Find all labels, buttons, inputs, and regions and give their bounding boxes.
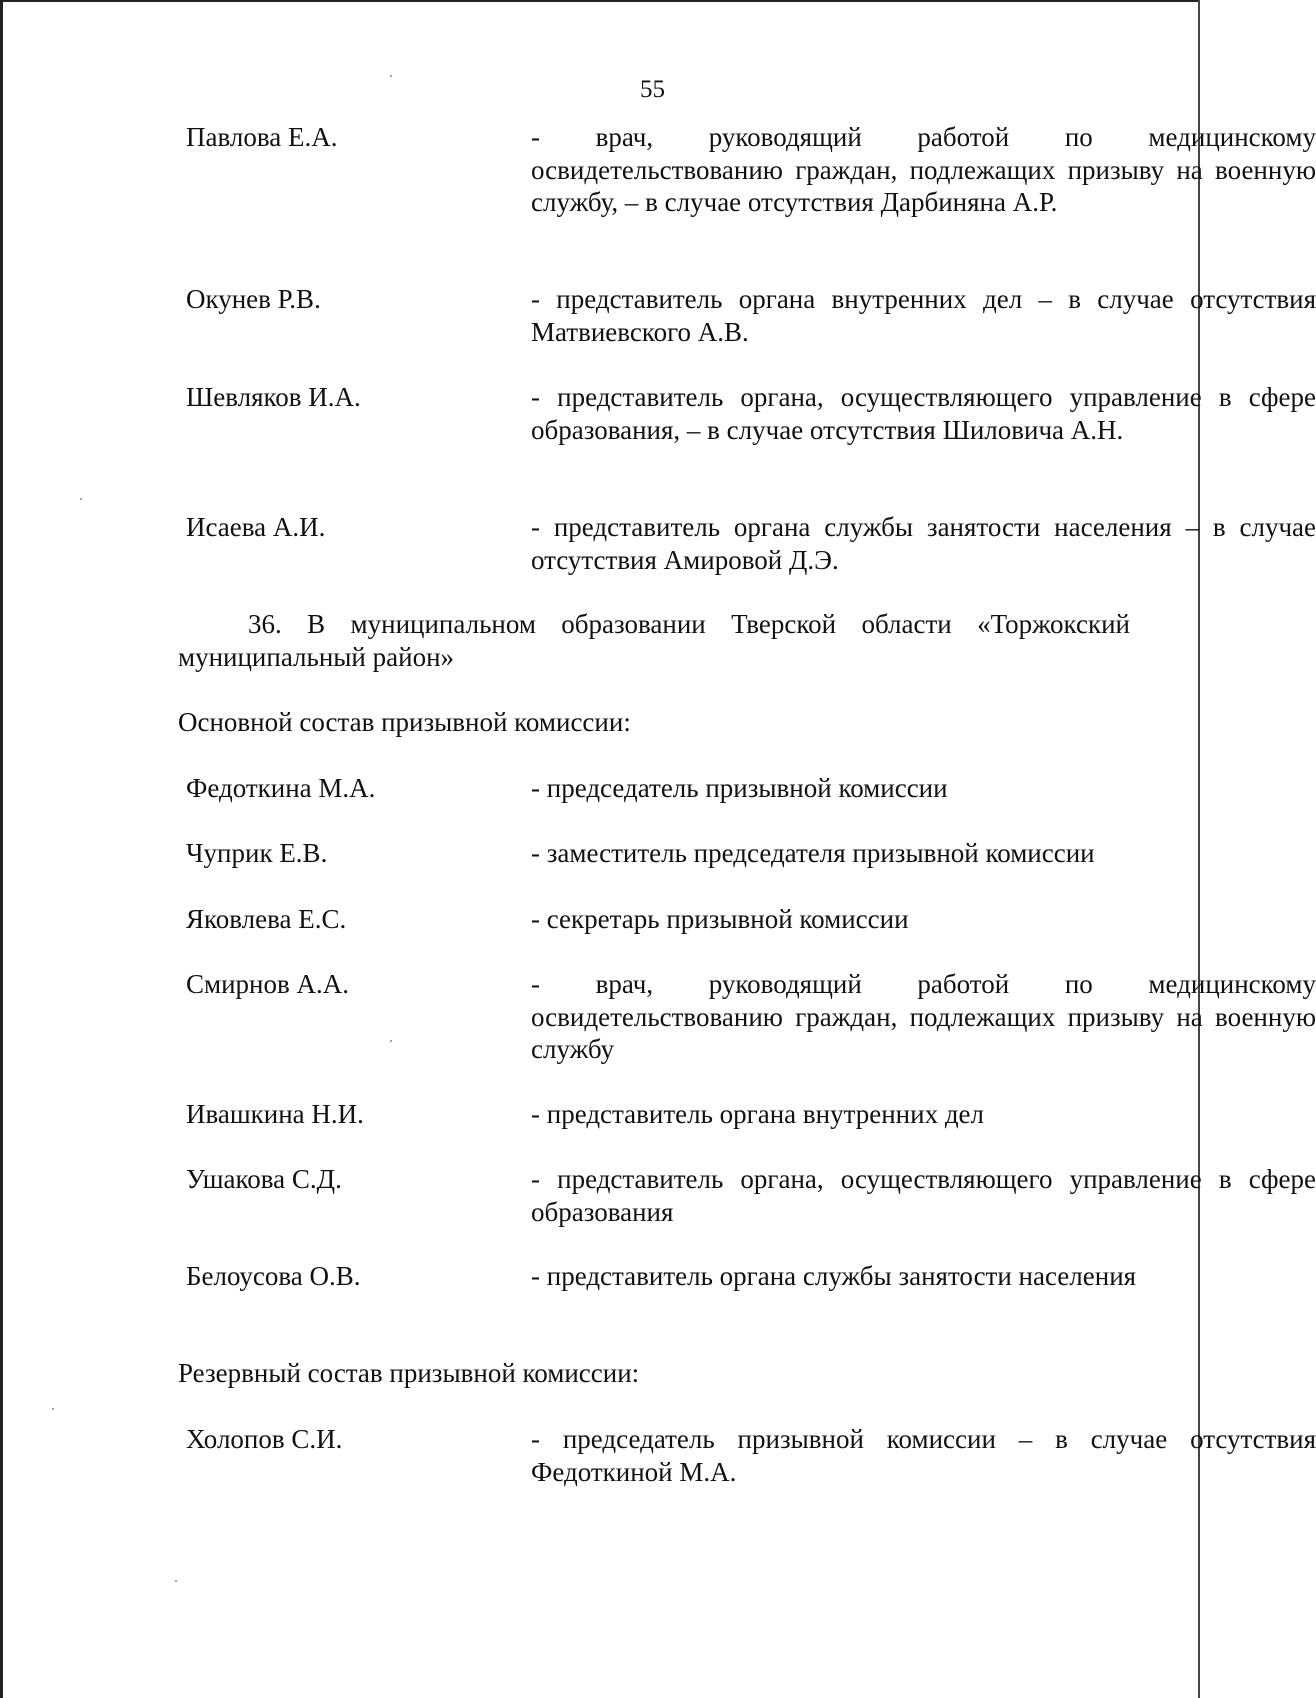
entry-name: Смирнов А.А. — [186, 969, 349, 999]
scan-speck — [390, 75, 392, 77]
entry-role: - представитель органа внутренних дел – в случае отсутствия Матвиевского А.В. — [531, 284, 1316, 347]
reserve-composition-heading: Резервный состав призывной комиссии: — [178, 1358, 640, 1388]
entry-name: Ивашкина Н.И. — [186, 1099, 364, 1129]
scan-speck — [52, 1408, 54, 1410]
entry-role: - представитель органа, осуществляющего управление в сфере образования, – в случае отсутствия Шиловича А.Н. — [531, 382, 1316, 445]
entry-name: Павлова Е.А. — [186, 122, 338, 152]
entry-name: Окунев Р.В. — [186, 284, 321, 314]
entry-role: - председатель призывной комиссии — [531, 773, 948, 803]
item-36-paragraph: 36. В муниципальном образовании Тверской области «Торжокский муниципальный район» — [178, 609, 1130, 672]
entry-name: Ушакова С.Д. — [186, 1164, 342, 1194]
entry-role: - секретарь призывной комиссии — [531, 904, 909, 934]
scan-edge-top — [0, 0, 1200, 2]
scan-speck — [80, 498, 82, 500]
scan-speck — [175, 1580, 177, 1582]
entry-role: - представитель органа службы занятости населения — [531, 1261, 1137, 1291]
entry-role: - представитель органа внутренних дел — [531, 1099, 985, 1129]
scan-speck — [390, 1040, 392, 1042]
entry-role: - врач, руководящий работой по медицинскому освидетельствованию граждан, подлежащих призыву на военную службу — [531, 969, 1316, 1064]
entry-name: Шевляков И.А. — [186, 382, 361, 412]
entry-name: Белоусова О.В. — [186, 1261, 361, 1291]
entry-role: - председатель призывной комиссии – в случае отсутствия Федоткиной М.А. — [531, 1424, 1316, 1487]
entry-name: Чуприк Е.В. — [186, 838, 328, 868]
main-composition-heading: Основной состав призывной комиссии: — [178, 707, 631, 737]
entry-name: Исаева А.И. — [186, 512, 326, 542]
page-number: 55 — [640, 76, 665, 103]
scan-edge-left — [0, 0, 3, 1698]
entry-name: Федоткина М.А. — [186, 773, 376, 803]
entry-role: - заместитель председателя призывной комиссии — [531, 838, 1095, 868]
entry-role: - врач, руководящий работой по медицинскому освидетельствованию граждан, подлежащих призыву на военную службу, – в случае отсутствия Дарбиняна А.Р. — [531, 122, 1316, 217]
entry-name: Яковлева Е.С. — [186, 904, 347, 934]
entry-role: - представитель органа службы занятости населения – в случае отсутствия Амировой Д.Э. — [531, 512, 1316, 575]
entry-name: Холопов С.И. — [186, 1424, 343, 1454]
entry-role: - представитель органа, осуществляющего управление в сфере образования — [531, 1164, 1316, 1227]
